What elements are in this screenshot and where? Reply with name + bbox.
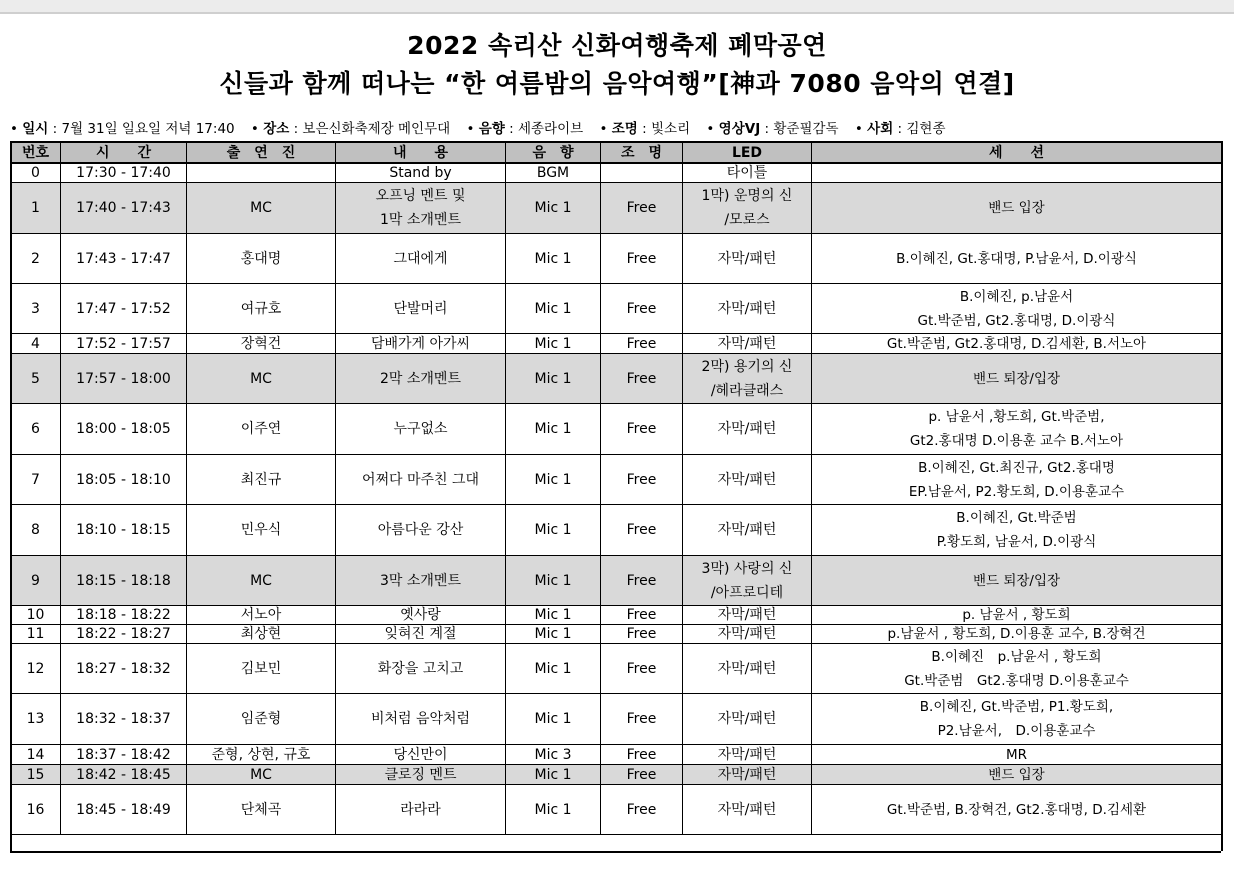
cell-number: 11 bbox=[11, 625, 61, 644]
cell-time: 18:22 - 18:27 bbox=[61, 625, 187, 644]
cell-sound: Mic 1 bbox=[506, 354, 601, 404]
cell-content-line: 3막 소개멘트 bbox=[380, 572, 461, 589]
cell-session-line: Gt.박준범, Gt2.홍대명, D.김세환, B.서노아 bbox=[886, 335, 1147, 352]
cell-lighting: Free bbox=[601, 694, 683, 745]
cell-led-line: 자막/패턴 bbox=[717, 660, 777, 677]
table-row bbox=[11, 785, 1222, 835]
cell-time: 18:32 - 18:37 bbox=[61, 694, 187, 745]
cell-lighting: Free bbox=[601, 284, 683, 334]
cell-session bbox=[812, 644, 1222, 694]
cell-performer: 서노아 bbox=[187, 606, 336, 625]
cell-number: 6 bbox=[11, 404, 61, 455]
cell-led-line: 자막/패턴 bbox=[717, 300, 777, 317]
cell-led bbox=[683, 644, 812, 694]
cell-session bbox=[812, 183, 1222, 234]
cell-session-line: B.이혜진, Gt.홍대명, P.남윤서, D.이광식 bbox=[896, 250, 1137, 267]
cell-lighting: Free bbox=[601, 785, 683, 835]
cell-number: 9 bbox=[11, 556, 61, 606]
cell-session bbox=[812, 404, 1222, 455]
cell-lighting: Free bbox=[601, 183, 683, 234]
table-row bbox=[11, 163, 1222, 183]
cell-time: 18:10 - 18:15 bbox=[61, 505, 187, 556]
cell-sound: Mic 1 bbox=[506, 785, 601, 835]
cell-content-line: 라라라 bbox=[400, 801, 441, 818]
table-row bbox=[11, 334, 1222, 354]
cell-content bbox=[336, 354, 506, 404]
cell-content-line: 클로징 멘트 bbox=[384, 766, 457, 783]
cell-time: 18:27 - 18:32 bbox=[61, 644, 187, 694]
header-led: LED bbox=[683, 142, 812, 163]
cell-sound: Mic 1 bbox=[506, 625, 601, 644]
cell-lighting: Free bbox=[601, 644, 683, 694]
top-bar bbox=[0, 0, 1234, 14]
cell-led bbox=[683, 183, 812, 234]
cell-content bbox=[336, 694, 506, 745]
cell-number: 10 bbox=[11, 606, 61, 625]
table-row bbox=[11, 556, 1222, 606]
cell-content bbox=[336, 334, 506, 354]
cell-session-line: P2.남윤서, D.이용훈교수 bbox=[937, 723, 1096, 739]
cell-led-line: /헤라클래스 bbox=[710, 382, 784, 399]
cell-content-line: 화장을 고치고 bbox=[377, 660, 464, 677]
cell-lighting: Free bbox=[601, 234, 683, 284]
info-video: • 영상VJ : 황준필감독 bbox=[706, 121, 839, 137]
cell-content-line: Stand by bbox=[389, 165, 452, 181]
cell-performer: 민우식 bbox=[187, 505, 336, 556]
cell-number: 7 bbox=[11, 455, 61, 505]
cell-session bbox=[812, 606, 1222, 625]
header-number: 번호 bbox=[11, 142, 61, 163]
cell-content-line: 옛사랑 bbox=[400, 607, 441, 623]
page-title: 2022 속리산 신화여행축제 폐막공연 bbox=[407, 31, 827, 60]
cell-sound: BGM bbox=[506, 163, 601, 183]
cell-led-line: 자막/패턴 bbox=[717, 250, 777, 267]
cell-session-line: Gt.박준범, B.장혁건, Gt2.홍대명, D.김세환 bbox=[886, 801, 1147, 818]
cell-performer: 임준형 bbox=[187, 694, 336, 745]
cell-led bbox=[683, 694, 812, 745]
cell-content bbox=[336, 785, 506, 835]
cell-led bbox=[683, 625, 812, 644]
cell-session-line: Gt.박준범 Gt2.홍대명 D.이용훈교수 bbox=[904, 672, 1129, 689]
table-row bbox=[11, 183, 1222, 234]
cell-session bbox=[812, 234, 1222, 284]
cell-led-line: 1막) 운명의 신 bbox=[701, 188, 793, 204]
cell-number: 2 bbox=[11, 234, 61, 284]
cell-session-line: P.황도희, 남윤서, D.이광식 bbox=[936, 534, 1097, 550]
cell-time: 17:40 - 17:43 bbox=[61, 183, 187, 234]
cell-sound: Mic 1 bbox=[506, 606, 601, 625]
cell-sound: Mic 1 bbox=[506, 765, 601, 785]
cell-sound: Mic 1 bbox=[506, 694, 601, 745]
cell-time: 17:43 - 17:47 bbox=[61, 234, 187, 284]
cell-session-line: B.이혜진, Gt.박준범, P1.황도희, bbox=[919, 699, 1114, 715]
table-row bbox=[11, 625, 1222, 644]
page-subtitle: 신들과 함께 떠나는 “한 여름밤의 음악여행”[神과 7080 음악의 연결] bbox=[219, 69, 1015, 98]
cell-time: 18:15 - 18:18 bbox=[61, 556, 187, 606]
cell-lighting: Free bbox=[601, 455, 683, 505]
cell-led-line: 자막/패턴 bbox=[717, 607, 777, 623]
cell-performer: 여규호 bbox=[187, 284, 336, 334]
cell-session-line: B.이혜진 p.남윤서 , 황도희 bbox=[931, 648, 1102, 665]
cell-time: 18:45 - 18:49 bbox=[61, 785, 187, 835]
cell-led-line: 자막/패턴 bbox=[717, 522, 777, 538]
cell-content bbox=[336, 234, 506, 284]
cell-number: 13 bbox=[11, 694, 61, 745]
cell-session-line: p. 남윤서 ,황도희, Gt.박준범, bbox=[928, 409, 1105, 425]
cell-content-line: 비처럼 음악처럼 bbox=[370, 711, 471, 727]
cell-content-line: 단발머리 bbox=[393, 300, 448, 317]
cell-sound: Mic 1 bbox=[506, 404, 601, 455]
cell-content bbox=[336, 163, 506, 183]
cell-performer: 이주연 bbox=[187, 404, 336, 455]
cell-content-line: 오프닝 멘트 및 bbox=[375, 188, 466, 204]
cell-led-line: /모로스 bbox=[724, 212, 770, 228]
schedule-header-row bbox=[11, 142, 1222, 163]
cell-number: 16 bbox=[11, 785, 61, 835]
cell-time: 18:05 - 18:10 bbox=[61, 455, 187, 505]
cell-led bbox=[683, 765, 812, 785]
cell-performer: MC bbox=[187, 354, 336, 404]
cell-number: 8 bbox=[11, 505, 61, 556]
cell-content bbox=[336, 765, 506, 785]
info-sound: • 음향 : 세종라이브 bbox=[466, 121, 584, 137]
header-performer: 출 연 진 bbox=[187, 142, 336, 163]
cell-led bbox=[683, 404, 812, 455]
cell-led bbox=[683, 785, 812, 835]
cell-session bbox=[812, 765, 1222, 785]
cell-session-line: p.남윤서 , 황도희, D.이용훈 교수, B.장혁건 bbox=[887, 626, 1146, 642]
cell-number: 15 bbox=[11, 765, 61, 785]
cell-session-line: B.이혜진, p.남윤서 bbox=[959, 288, 1074, 305]
cell-session bbox=[812, 625, 1222, 644]
cell-content-line: 담배가게 아가씨 bbox=[370, 335, 471, 352]
cell-time: 18:42 - 18:45 bbox=[61, 765, 187, 785]
cell-content-line: 당신만이 bbox=[393, 746, 448, 763]
cell-sound: Mic 1 bbox=[506, 284, 601, 334]
cell-session-line: 밴드 입장 bbox=[988, 766, 1045, 783]
cell-performer: MC bbox=[187, 765, 336, 785]
cell-session-line: B.이혜진, Gt.최진규, Gt2.홍대명 bbox=[918, 459, 1115, 476]
cell-session bbox=[812, 556, 1222, 606]
info-venue: • 장소 : 보은신화축제장 메인무대 bbox=[250, 121, 451, 137]
cell-number: 14 bbox=[11, 745, 61, 765]
cell-content-line: 아름다운 강산 bbox=[377, 522, 464, 538]
cell-session bbox=[812, 284, 1222, 334]
cell-session bbox=[812, 745, 1222, 765]
schedule-body bbox=[11, 163, 1222, 835]
header-time: 시 간 bbox=[61, 142, 187, 163]
cell-session-line: Gt.박준범, Gt2.홍대명, D.이광식 bbox=[917, 312, 1116, 329]
cell-lighting: Free bbox=[601, 334, 683, 354]
cell-content bbox=[336, 455, 506, 505]
cell-session-line: EP.남윤서, P2.황도희, D.이용훈교수 bbox=[908, 483, 1125, 500]
cell-time: 18:00 - 18:05 bbox=[61, 404, 187, 455]
info-date: • 일시 : 7월 31일 일요일 저녁 17:40 bbox=[10, 121, 235, 137]
cell-content bbox=[336, 505, 506, 556]
cell-sound: Mic 1 bbox=[506, 644, 601, 694]
cell-content bbox=[336, 404, 506, 455]
cell-led bbox=[683, 284, 812, 334]
cell-led bbox=[683, 455, 812, 505]
cell-led-line: 타이틀 bbox=[726, 165, 768, 181]
cell-session bbox=[812, 334, 1222, 354]
table-bottom-border bbox=[10, 851, 1221, 853]
header-session: 세 션 bbox=[812, 142, 1222, 163]
cell-content-line: 그대에게 bbox=[393, 250, 448, 267]
cell-performer: 단체곡 bbox=[187, 785, 336, 835]
cell-sound: Mic 3 bbox=[506, 745, 601, 765]
cell-led-line: 자막/패턴 bbox=[717, 801, 777, 818]
table-row bbox=[11, 644, 1222, 694]
cell-number: 5 bbox=[11, 354, 61, 404]
cell-performer: 장혁건 bbox=[187, 334, 336, 354]
cell-time: 18:18 - 18:22 bbox=[61, 606, 187, 625]
cell-performer: 준형, 상현, 규호 bbox=[187, 745, 336, 765]
cell-led bbox=[683, 334, 812, 354]
cell-sound: Mic 1 bbox=[506, 556, 601, 606]
cell-led bbox=[683, 556, 812, 606]
cell-content bbox=[336, 183, 506, 234]
cell-led bbox=[683, 745, 812, 765]
cell-led-line: 자막/패턴 bbox=[717, 471, 777, 488]
cell-lighting bbox=[601, 163, 683, 183]
cell-performer: MC bbox=[187, 556, 336, 606]
cell-led bbox=[683, 505, 812, 556]
cell-performer: 최진규 bbox=[187, 455, 336, 505]
cell-session bbox=[812, 455, 1222, 505]
cell-led bbox=[683, 163, 812, 183]
schedule-table bbox=[10, 141, 1222, 835]
table-row bbox=[11, 234, 1222, 284]
cell-content bbox=[336, 556, 506, 606]
header-content: 내 용 bbox=[336, 142, 506, 163]
cell-session bbox=[812, 354, 1222, 404]
cell-lighting: Free bbox=[601, 505, 683, 556]
cell-session bbox=[812, 785, 1222, 835]
cell-session-line: 밴드 퇴장/입장 bbox=[972, 572, 1061, 589]
cell-session-line: Gt2.홍대명 D.이용훈 교수 B.서노아 bbox=[909, 433, 1124, 449]
cell-number: 0 bbox=[11, 163, 61, 183]
cell-led-line: /아프로디테 bbox=[710, 584, 784, 601]
cell-led-line: 자막/패턴 bbox=[717, 626, 777, 642]
cell-number: 1 bbox=[11, 183, 61, 234]
table-row bbox=[11, 505, 1222, 556]
cell-lighting: Free bbox=[601, 765, 683, 785]
cell-lighting: Free bbox=[601, 354, 683, 404]
table-row bbox=[11, 694, 1222, 745]
cell-content bbox=[336, 606, 506, 625]
cell-performer bbox=[187, 163, 336, 183]
cell-led-line: 자막/패턴 bbox=[717, 766, 777, 783]
cell-led-line: 자막/패턴 bbox=[717, 746, 777, 763]
cell-number: 3 bbox=[11, 284, 61, 334]
cell-session-line: B.이혜진, Gt.박준범 bbox=[956, 510, 1077, 526]
cell-number: 12 bbox=[11, 644, 61, 694]
cell-performer: 김보민 bbox=[187, 644, 336, 694]
cell-lighting: Free bbox=[601, 745, 683, 765]
cell-performer: MC bbox=[187, 183, 336, 234]
table-row bbox=[11, 284, 1222, 334]
cell-time: 18:37 - 18:42 bbox=[61, 745, 187, 765]
cell-lighting: Free bbox=[601, 625, 683, 644]
header-sound: 음 향 bbox=[506, 142, 601, 163]
cell-content bbox=[336, 284, 506, 334]
table-row bbox=[11, 765, 1222, 785]
cell-time: 17:30 - 17:40 bbox=[61, 163, 187, 183]
cell-content-line: 누구없소 bbox=[393, 421, 448, 437]
cell-sound: Mic 1 bbox=[506, 455, 601, 505]
cell-session-line: MR bbox=[1005, 746, 1028, 763]
cell-performer: 최상현 bbox=[187, 625, 336, 644]
cell-led-line: 2막) 용기의 신 bbox=[701, 358, 793, 375]
table-row bbox=[11, 745, 1222, 765]
table-row bbox=[11, 455, 1222, 505]
cell-lighting: Free bbox=[601, 556, 683, 606]
cell-session-line: 밴드 입장 bbox=[988, 200, 1045, 216]
cell-session-line: 밴드 퇴장/입장 bbox=[972, 370, 1061, 387]
event-info-line bbox=[10, 117, 1234, 137]
cell-content bbox=[336, 644, 506, 694]
cell-session-line: p. 남윤서 , 황도희 bbox=[962, 607, 1071, 623]
cell-led-line: 자막/패턴 bbox=[717, 421, 777, 437]
cell-number: 4 bbox=[11, 334, 61, 354]
cell-session bbox=[812, 694, 1222, 745]
cell-session bbox=[812, 163, 1222, 183]
table-row bbox=[11, 404, 1222, 455]
info-host: • 사회 : 김현종 bbox=[854, 121, 946, 137]
cell-sound: Mic 1 bbox=[506, 234, 601, 284]
cell-content-line: 1막 소개멘트 bbox=[380, 212, 461, 228]
cell-time: 17:57 - 18:00 bbox=[61, 354, 187, 404]
cell-led bbox=[683, 606, 812, 625]
cell-content-line: 2막 소개멘트 bbox=[380, 370, 461, 387]
cell-led-line: 자막/패턴 bbox=[717, 335, 777, 352]
cell-content bbox=[336, 625, 506, 644]
cell-lighting: Free bbox=[601, 606, 683, 625]
cell-content-line: 어쩌다 마주친 그대 bbox=[361, 471, 480, 488]
cell-sound: Mic 1 bbox=[506, 505, 601, 556]
cell-session bbox=[812, 505, 1222, 556]
cell-led-line: 3막) 사랑의 신 bbox=[701, 560, 793, 577]
cell-time: 17:52 - 17:57 bbox=[61, 334, 187, 354]
cell-sound: Mic 1 bbox=[506, 183, 601, 234]
table-row bbox=[11, 354, 1222, 404]
info-lighting: • 조명 : 빛소리 bbox=[599, 121, 691, 137]
cell-lighting: Free bbox=[601, 404, 683, 455]
header-lighting: 조 명 bbox=[601, 142, 683, 163]
cell-content-line: 잊혀진 계절 bbox=[384, 626, 457, 642]
cell-time: 17:47 - 17:52 bbox=[61, 284, 187, 334]
table-row bbox=[11, 606, 1222, 625]
cell-led bbox=[683, 354, 812, 404]
cell-performer: 홍대명 bbox=[187, 234, 336, 284]
cell-sound: Mic 1 bbox=[506, 334, 601, 354]
cell-led bbox=[683, 234, 812, 284]
cell-content bbox=[336, 745, 506, 765]
cell-led-line: 자막/패턴 bbox=[717, 711, 777, 727]
